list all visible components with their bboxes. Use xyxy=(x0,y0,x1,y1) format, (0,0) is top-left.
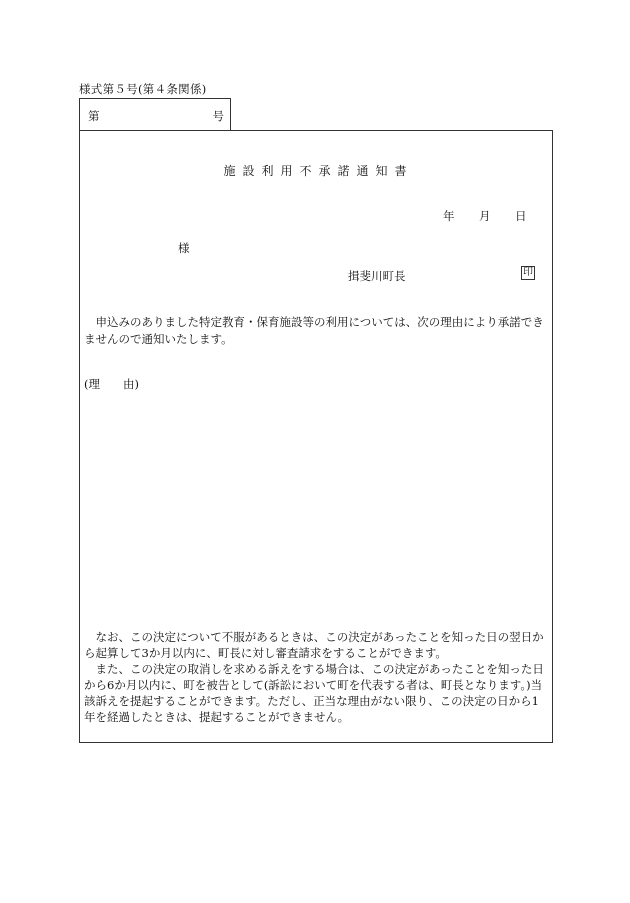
addressee-suffix: 様 xyxy=(178,241,190,255)
document-number-box xyxy=(79,98,231,130)
number-suffix: 号 xyxy=(212,109,224,123)
reason-label: (理 由) xyxy=(84,377,139,391)
appeal-notice-lawsuit: また、この決定の取消しを求める訴えをする場合は、この決定があったことを知った日から6か月以内に、町を被告として(訴訟において町を代表する者は、町長となります。)当該訴えを提起することができます。ただし、正当な理由がない限り、この決定の日から1年を経過したときは、提起することができません。 xyxy=(84,662,544,724)
number-prefix: 第 xyxy=(88,109,100,123)
appeal-notice-review: なお、この決定について不服があるときは、この決定があったことを知った日の翌日から起算して3か月以内に、町長に対し審査請求をすることができます。 xyxy=(84,630,544,660)
appeal-notice xyxy=(84,629,550,725)
date-year: 年 xyxy=(443,209,455,223)
date-month: 月 xyxy=(479,209,491,223)
seal-mark: 印 xyxy=(523,267,533,278)
date-day: 日 xyxy=(515,209,527,223)
form-number: 様式第５号(第４条関係) xyxy=(79,82,207,96)
notice-body: 申込みのありました特定教育・保育施設等の利用については、次の理由により承諾できませんので通知いたします。 xyxy=(84,315,544,346)
issuer-name: 揖斐川町長 xyxy=(348,269,406,283)
document-title: 施設利用不承諾通知書 xyxy=(223,164,414,178)
